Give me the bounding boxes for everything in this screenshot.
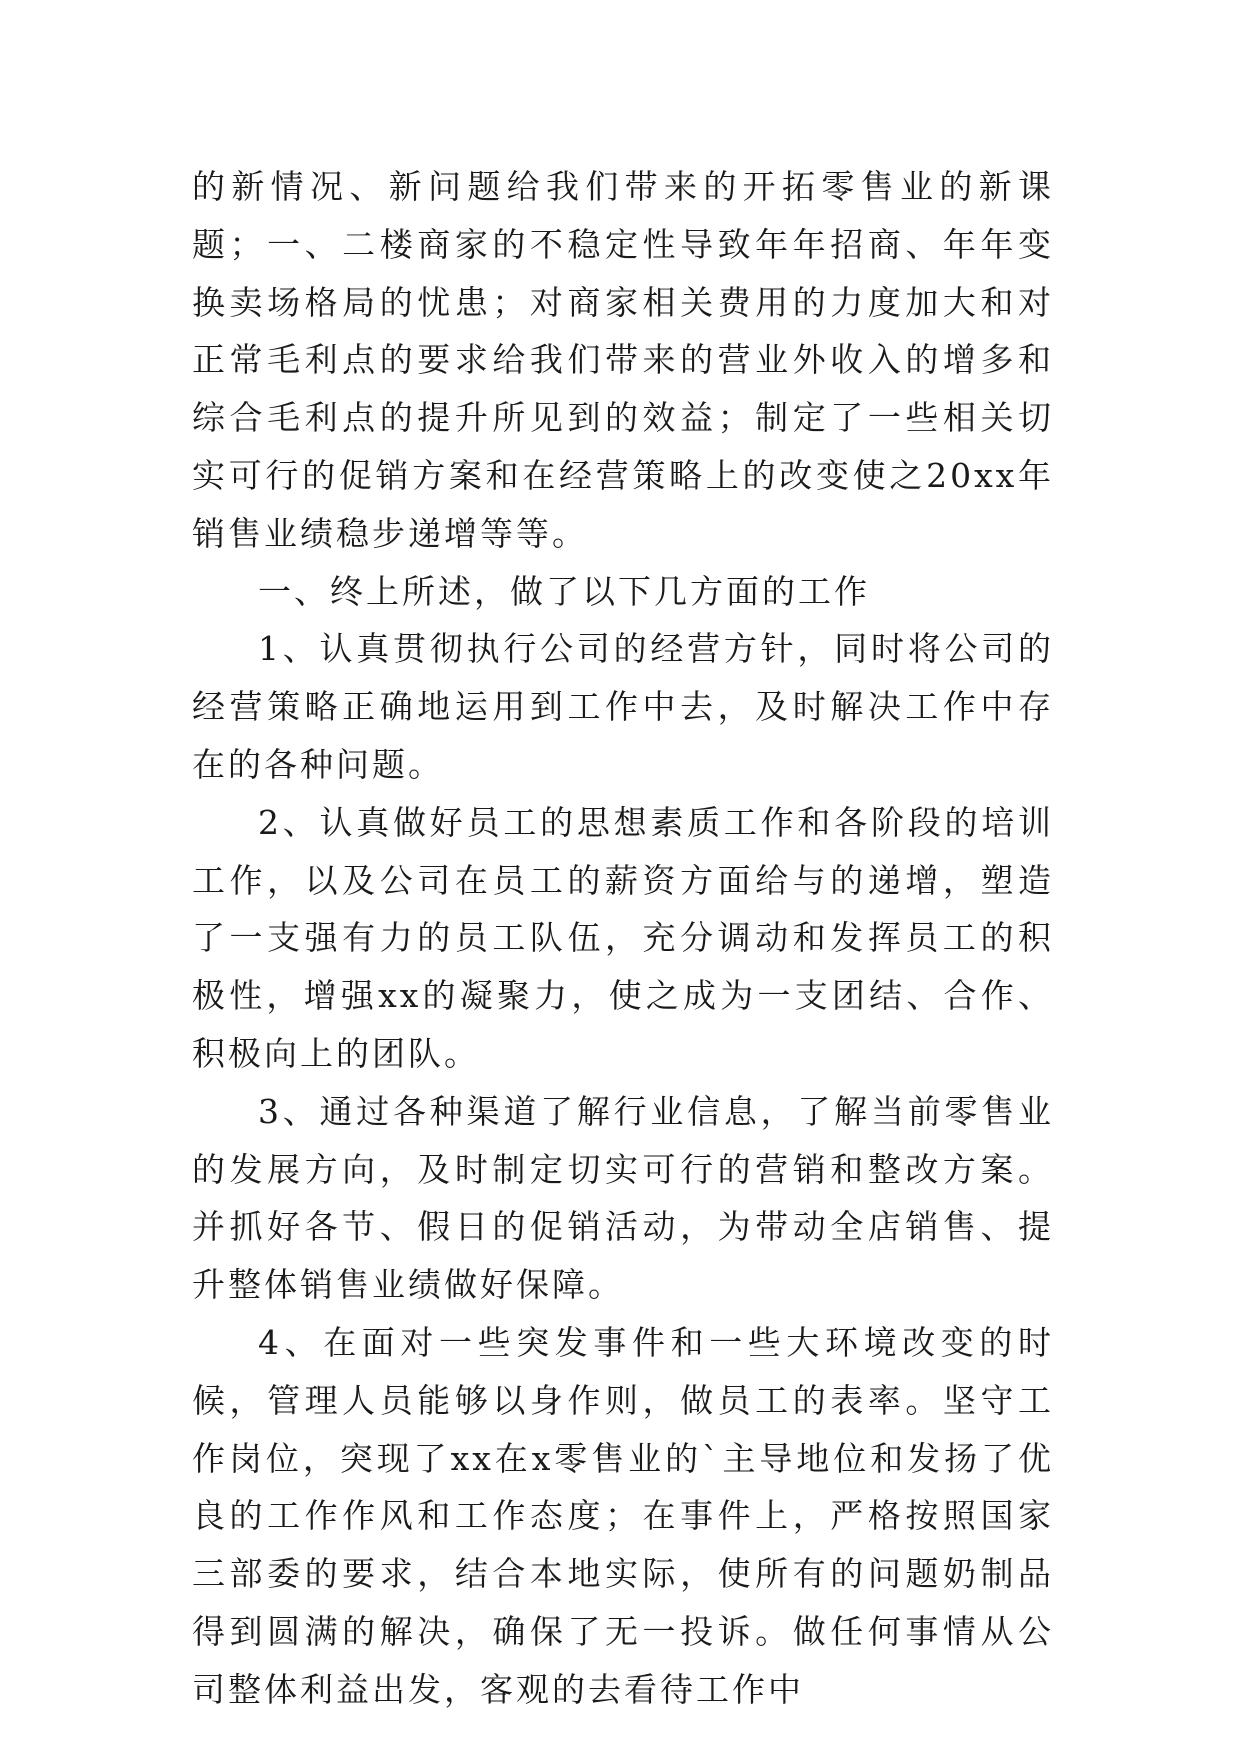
- section-heading: 一、终上所述，做了以下几方面的工作: [258, 571, 870, 611]
- paragraph-continuation: 的新情况、新问题给我们带来的开拓零售业的新课题；一、二楼商家的不稳定性导致年年招商、年年变换卖场格局的忧患；对商家相关费用的力度加大和对正常毛利点的要求给我们带来的营业外收入的增多和综合毛利点的提升所见到的效益；制定了一些相关切实可行的促销方案和在经营策略上的改变使之20xx年销售业绩稳步递增等等。: [192, 167, 1054, 553]
- paragraph-item-3: 3、通过各种渠道了解行业信息，了解当前零售业的发展方向，及时制定切实可行的营销和整改方案。并抓好各节、假日的促销活动，为带动全店销售、提升整体销售业绩做好保障。: [192, 1091, 1054, 1305]
- paragraph-item-2: 2、认真做好员工的思想素质工作和各阶段的培训工作，以及公司在员工的薪资方面给与的递增，塑造了一支强有力的员工队伍，充分调动和发挥员工的积极性，增强xx的凝聚力，使之成为一支团结、合作、积极向上的团队。: [192, 802, 1054, 1073]
- paragraph-item-1: 1、认真贯彻执行公司的经营方针，同时将公司的经营策略正确地运用到工作中去，及时解决工作中存在的各种问题。: [192, 629, 1054, 784]
- paragraph-item-4: 4、在面对一些突发事件和一些大环境改变的时候，管理人员能够以身作则，做员工的表率。坚守工作岗位，突现了xx在x零售业的`主导地位和发扬了优良的工作作风和工作态度；在事件上，严格按照国家三部委的要求，结合本地实际，使所有的问题奶制品得到圆满的解决，确保了无一投诉。做任何事情从公司整体利益出发，客观的去看待工作中: [192, 1322, 1054, 1709]
- document-body: [192, 158, 1054, 1719]
